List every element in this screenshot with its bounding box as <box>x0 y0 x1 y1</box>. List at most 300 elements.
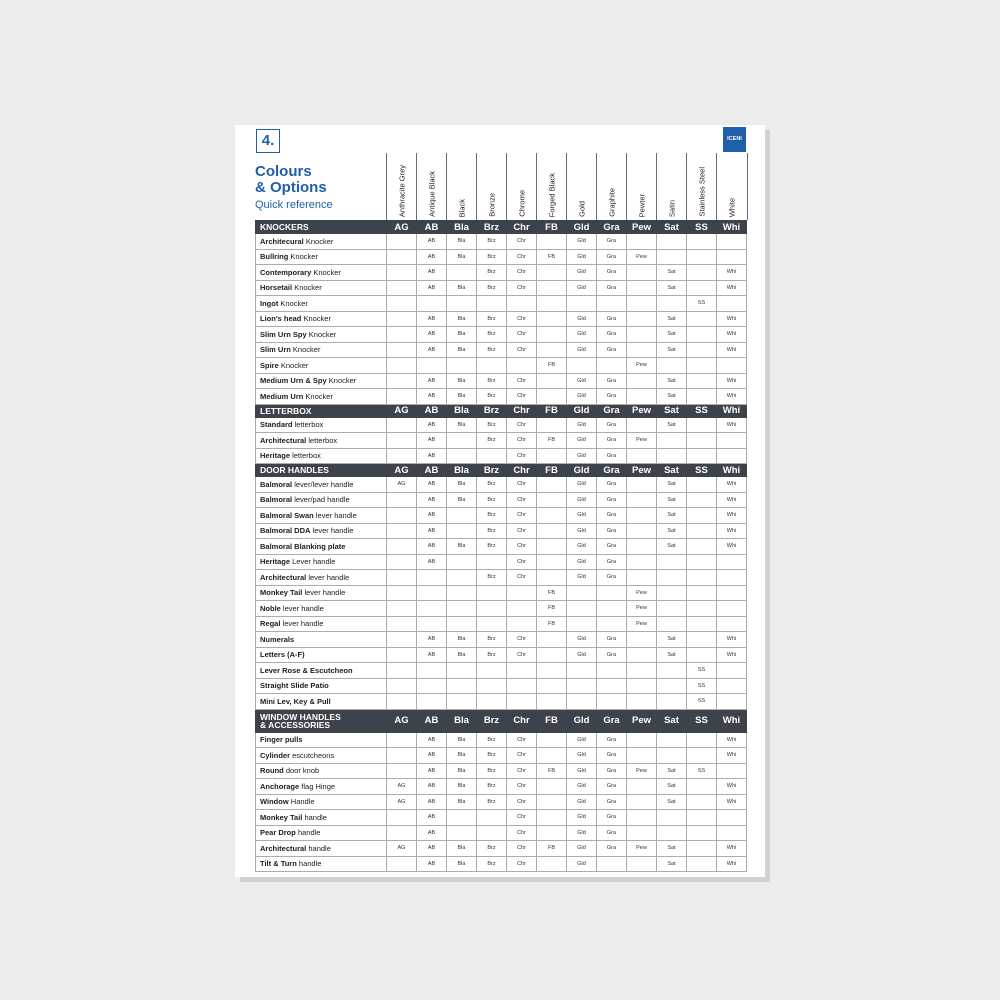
availability-cell-sat <box>657 570 687 586</box>
availability-cell-gra: Gra <box>597 389 627 405</box>
availability-cell-gld: Gld <box>567 856 597 872</box>
availability-cell-sat <box>657 748 687 764</box>
availability-cell-fb <box>537 732 567 748</box>
availability-cell-ab: AB <box>417 794 447 810</box>
section-code-ab: AB <box>417 709 447 732</box>
availability-cell-fb <box>537 825 567 841</box>
availability-cell-ag <box>387 694 417 710</box>
availability-cell-fb <box>537 417 567 433</box>
product-name-bold: Balmoral Blanking plate <box>260 541 346 551</box>
availability-cell-gld <box>567 663 597 679</box>
availability-cell-gld: Gld <box>567 265 597 281</box>
product-row <box>256 492 747 508</box>
availability-cell-bla: Bla <box>447 794 477 810</box>
product-name <box>256 616 387 632</box>
availability-cell-brz: Brz <box>477 570 507 586</box>
availability-cell-brz: Brz <box>477 477 507 493</box>
section-title-text: DOOR HANDLES <box>260 465 329 475</box>
availability-cell-fb <box>537 794 567 810</box>
product-name <box>256 810 387 826</box>
product-name-bold: Finger pulls <box>260 735 303 745</box>
availability-cell-chr: Chr <box>507 448 537 464</box>
product-name-rest: lever handle <box>313 510 357 520</box>
colour-options-table <box>255 220 747 872</box>
availability-cell-whi: Whi <box>717 280 747 296</box>
availability-cell-brz: Brz <box>477 373 507 389</box>
availability-cell-whi: Whi <box>717 342 747 358</box>
product-name <box>256 417 387 433</box>
availability-cell-gra <box>597 694 627 710</box>
availability-cell-gld: Gld <box>567 825 597 841</box>
product-row <box>256 477 747 493</box>
availability-cell-chr: Chr <box>507 492 537 508</box>
availability-cell-fb <box>537 311 567 327</box>
product-name-bold: Straight Slide Patio <box>260 681 329 691</box>
availability-cell-bla: Bla <box>447 632 477 648</box>
availability-cell-sat: Sat <box>657 280 687 296</box>
availability-cell-brz <box>477 616 507 632</box>
availability-cell-gra <box>597 358 627 374</box>
availability-cell-chr: Chr <box>507 327 537 343</box>
availability-cell-whi: Whi <box>717 523 747 539</box>
availability-cell-ag <box>387 554 417 570</box>
availability-cell-brz: Brz <box>477 508 507 524</box>
section-code-ss: SS <box>687 404 717 417</box>
product-name-bold: Pear Drop <box>260 828 296 838</box>
availability-cell-brz: Brz <box>477 841 507 857</box>
availability-cell-sat: Sat <box>657 523 687 539</box>
colour-header-gld <box>566 153 597 220</box>
availability-cell-pew <box>627 492 657 508</box>
brand-logo: ICENI <box>723 127 746 152</box>
availability-cell-brz: Brz <box>477 632 507 648</box>
availability-cell-bla: Bla <box>447 280 477 296</box>
product-name-bold: Architectural <box>260 843 307 853</box>
availability-cell-bla <box>447 570 477 586</box>
availability-cell-gra: Gra <box>597 265 627 281</box>
product-name-bold: Ingot <box>260 298 279 308</box>
availability-cell-chr: Chr <box>507 280 537 296</box>
product-name-bold: Monkey Tail <box>260 812 303 822</box>
availability-cell-sat: Sat <box>657 477 687 493</box>
availability-cell-gra: Gra <box>597 249 627 265</box>
availability-cell-bla <box>447 296 477 312</box>
product-row <box>256 570 747 586</box>
availability-cell-pew: Pew <box>627 358 657 374</box>
product-row <box>256 249 747 265</box>
availability-cell-bla: Bla <box>447 748 477 764</box>
availability-cell-fb <box>537 554 567 570</box>
product-row <box>256 825 747 841</box>
availability-cell-gra: Gra <box>597 732 627 748</box>
availability-cell-chr: Chr <box>507 763 537 779</box>
product-name-rest: Handle <box>288 797 315 807</box>
availability-cell-ag <box>387 825 417 841</box>
availability-cell-whi: Whi <box>717 779 747 795</box>
section-title-text: KNOCKERS <box>260 222 309 232</box>
availability-cell-ab: AB <box>417 779 447 795</box>
availability-cell-ag <box>387 327 417 343</box>
page-number: 4. <box>256 129 280 153</box>
availability-cell-fb <box>537 748 567 764</box>
availability-cell-chr: Chr <box>507 249 537 265</box>
availability-cell-sat: Sat <box>657 632 687 648</box>
availability-cell-ab <box>417 296 447 312</box>
section-title-text: LETTERBOX <box>260 405 312 416</box>
availability-cell-ab: AB <box>417 265 447 281</box>
availability-cell-chr: Chr <box>507 732 537 748</box>
section-code-ag: AG <box>387 404 417 417</box>
availability-cell-gra: Gra <box>597 763 627 779</box>
availability-cell-sat: Sat <box>657 417 687 433</box>
availability-cell-brz <box>477 296 507 312</box>
availability-cell-fb: FB <box>537 358 567 374</box>
availability-cell-ab: AB <box>417 632 447 648</box>
product-row <box>256 296 747 312</box>
availability-cell-bla: Bla <box>447 477 477 493</box>
availability-cell-sat: Sat <box>657 856 687 872</box>
section-code-fb: FB <box>537 404 567 417</box>
section-code-chr: Chr <box>507 221 537 234</box>
availability-cell-bla: Bla <box>447 327 477 343</box>
availability-cell-ss <box>687 570 717 586</box>
product-name-rest: lever/lever handle <box>292 479 354 489</box>
product-name <box>256 342 387 358</box>
availability-cell-ag <box>387 616 417 632</box>
availability-cell-ab <box>417 678 447 694</box>
section-code-whi: Whi <box>717 404 747 417</box>
product-row <box>256 508 747 524</box>
product-name <box>256 508 387 524</box>
availability-cell-pew <box>627 477 657 493</box>
availability-cell-sat: Sat <box>657 841 687 857</box>
product-name <box>256 678 387 694</box>
availability-cell-ab: AB <box>417 448 447 464</box>
availability-cell-ag: AG <box>387 779 417 795</box>
section-title <box>256 709 387 732</box>
availability-cell-fb <box>537 632 567 648</box>
availability-cell-gld: Gld <box>567 539 597 555</box>
availability-cell-fb: FB <box>537 601 567 617</box>
availability-cell-ab: AB <box>417 327 447 343</box>
availability-cell-bla: Bla <box>447 249 477 265</box>
availability-cell-bla: Bla <box>447 311 477 327</box>
availability-cell-ss <box>687 616 717 632</box>
availability-cell-ag <box>387 856 417 872</box>
availability-cell-chr: Chr <box>507 825 537 841</box>
product-row <box>256 523 747 539</box>
availability-cell-pew <box>627 296 657 312</box>
product-row <box>256 732 747 748</box>
availability-cell-ab: AB <box>417 389 447 405</box>
availability-cell-chr <box>507 694 537 710</box>
availability-cell-ss <box>687 647 717 663</box>
availability-cell-gld: Gld <box>567 554 597 570</box>
section-code-fb: FB <box>537 464 567 477</box>
availability-cell-chr: Chr <box>507 342 537 358</box>
product-name-bold: Architecural <box>260 236 304 246</box>
availability-cell-gld <box>567 296 597 312</box>
availability-cell-fb <box>537 265 567 281</box>
colour-header-label: Stainless Steel <box>697 167 707 217</box>
availability-cell-sat: Sat <box>657 389 687 405</box>
availability-cell-sat: Sat <box>657 647 687 663</box>
availability-cell-pew <box>627 417 657 433</box>
availability-cell-gld <box>567 601 597 617</box>
availability-cell-bla <box>447 616 477 632</box>
section-code-whi: Whi <box>717 709 747 732</box>
product-name <box>256 448 387 464</box>
availability-cell-ss <box>687 342 717 358</box>
availability-cell-whi: Whi <box>717 492 747 508</box>
availability-cell-sat: Sat <box>657 327 687 343</box>
product-name <box>256 433 387 449</box>
availability-cell-sat: Sat <box>657 265 687 281</box>
product-row <box>256 311 747 327</box>
availability-cell-pew <box>627 694 657 710</box>
product-name <box>256 296 387 312</box>
availability-cell-ss: SS <box>687 763 717 779</box>
availability-cell-ag <box>387 492 417 508</box>
section-code-sat: Sat <box>657 464 687 477</box>
availability-cell-ag <box>387 249 417 265</box>
availability-cell-whi <box>717 554 747 570</box>
section-header-row <box>256 404 747 417</box>
availability-cell-whi: Whi <box>717 417 747 433</box>
product-name <box>256 601 387 617</box>
availability-cell-bla <box>447 448 477 464</box>
availability-cell-bla <box>447 508 477 524</box>
quick-reference-sheet <box>235 125 765 877</box>
product-name <box>256 358 387 374</box>
availability-cell-sat <box>657 663 687 679</box>
page-subtitle: Quick reference <box>255 199 333 211</box>
availability-cell-gra: Gra <box>597 632 627 648</box>
section-code-chr: Chr <box>507 404 537 417</box>
availability-cell-ag <box>387 585 417 601</box>
availability-cell-chr: Chr <box>507 554 537 570</box>
product-row <box>256 358 747 374</box>
availability-cell-pew <box>627 389 657 405</box>
availability-cell-brz: Brz <box>477 748 507 764</box>
availability-cell-ag <box>387 417 417 433</box>
product-row <box>256 389 747 405</box>
availability-cell-ag <box>387 647 417 663</box>
product-name-bold: Balmoral DDA <box>260 526 311 536</box>
section-code-chr: Chr <box>507 709 537 732</box>
availability-cell-ag <box>387 280 417 296</box>
product-name <box>256 327 387 343</box>
availability-cell-gra: Gra <box>597 433 627 449</box>
availability-cell-whi: Whi <box>717 748 747 764</box>
availability-cell-pew <box>627 234 657 250</box>
availability-cell-ss: SS <box>687 296 717 312</box>
product-name <box>256 570 387 586</box>
colour-header-label: Gold <box>577 201 587 217</box>
availability-cell-ss: SS <box>687 694 717 710</box>
availability-cell-sat <box>657 448 687 464</box>
product-name <box>256 794 387 810</box>
section-code-fb: FB <box>537 221 567 234</box>
section-code-ab: AB <box>417 464 447 477</box>
availability-cell-ab: AB <box>417 554 447 570</box>
availability-cell-bla <box>447 358 477 374</box>
availability-cell-fb <box>537 694 567 710</box>
availability-cell-chr <box>507 358 537 374</box>
availability-cell-ab <box>417 616 447 632</box>
product-name-bold: Lever Rose & Escutcheon <box>260 665 353 675</box>
availability-cell-ss: SS <box>687 663 717 679</box>
product-name <box>256 311 387 327</box>
availability-cell-gra: Gra <box>597 779 627 795</box>
availability-cell-pew <box>627 508 657 524</box>
colour-header-label: White <box>727 197 737 217</box>
product-name-rest: Knocker <box>292 283 322 293</box>
availability-cell-brz: Brz <box>477 433 507 449</box>
availability-cell-ss <box>687 779 717 795</box>
availability-cell-pew <box>627 327 657 343</box>
availability-cell-gra: Gra <box>597 647 627 663</box>
availability-cell-pew <box>627 539 657 555</box>
section-code-chr: Chr <box>507 464 537 477</box>
product-row <box>256 616 747 632</box>
product-row <box>256 748 747 764</box>
availability-cell-fb <box>537 373 567 389</box>
availability-cell-ag <box>387 570 417 586</box>
section-code-gra: Gra <box>597 404 627 417</box>
section-code-bla: Bla <box>447 709 477 732</box>
availability-cell-sat <box>657 249 687 265</box>
colour-header-label: Antique Black <box>427 171 437 217</box>
availability-cell-gra: Gra <box>597 539 627 555</box>
availability-cell-sat: Sat <box>657 794 687 810</box>
availability-cell-ss <box>687 234 717 250</box>
availability-cell-sat: Sat <box>657 311 687 327</box>
product-name-bold: Standard <box>260 420 293 430</box>
availability-cell-chr: Chr <box>507 477 537 493</box>
availability-cell-bla <box>447 523 477 539</box>
availability-cell-brz: Brz <box>477 779 507 795</box>
availability-cell-gld: Gld <box>567 433 597 449</box>
product-name <box>256 373 387 389</box>
product-row <box>256 856 747 872</box>
availability-cell-ab: AB <box>417 477 447 493</box>
availability-cell-ab: AB <box>417 508 447 524</box>
colour-header-ag <box>386 153 417 220</box>
availability-cell-ab <box>417 601 447 617</box>
colour-header-label: Black <box>457 198 467 217</box>
section-code-ag: AG <box>387 221 417 234</box>
availability-cell-gra: Gra <box>597 508 627 524</box>
availability-cell-fb: FB <box>537 585 567 601</box>
section-code-brz: Brz <box>477 464 507 477</box>
availability-cell-chr: Chr <box>507 433 537 449</box>
product-name-bold: Window <box>260 797 289 807</box>
availability-cell-fb: FB <box>537 433 567 449</box>
availability-cell-whi: Whi <box>717 632 747 648</box>
product-row <box>256 585 747 601</box>
product-name-bold: Mini Lev, Key & Pull <box>260 696 331 706</box>
section-code-brz: Brz <box>477 221 507 234</box>
product-name <box>256 663 387 679</box>
availability-cell-brz: Brz <box>477 342 507 358</box>
product-row <box>256 694 747 710</box>
availability-cell-ss <box>687 554 717 570</box>
availability-cell-whi <box>717 694 747 710</box>
availability-cell-ss <box>687 841 717 857</box>
availability-cell-ss <box>687 523 717 539</box>
colour-header-pew <box>626 153 657 220</box>
product-name-rest: letterbox <box>306 435 338 445</box>
availability-cell-whi: Whi <box>717 265 747 281</box>
availability-cell-ss <box>687 825 717 841</box>
availability-cell-ag <box>387 448 417 464</box>
availability-cell-gld: Gld <box>567 779 597 795</box>
availability-cell-bla: Bla <box>447 492 477 508</box>
availability-cell-brz <box>477 448 507 464</box>
availability-cell-ab: AB <box>417 433 447 449</box>
product-name <box>256 265 387 281</box>
availability-cell-ab <box>417 663 447 679</box>
availability-cell-sat <box>657 694 687 710</box>
availability-cell-pew: Pew <box>627 763 657 779</box>
product-name-bold: Cylinder <box>260 750 291 760</box>
availability-cell-ab: AB <box>417 234 447 250</box>
product-row <box>256 433 747 449</box>
product-name-bold: Anchorage <box>260 781 300 791</box>
availability-cell-pew: Pew <box>627 585 657 601</box>
availability-cell-ab: AB <box>417 280 447 296</box>
product-name-bold: Regal <box>260 619 281 629</box>
availability-cell-sat <box>657 585 687 601</box>
availability-cell-ag <box>387 732 417 748</box>
section-code-sat: Sat <box>657 404 687 417</box>
availability-cell-pew <box>627 373 657 389</box>
section-code-ss: SS <box>687 464 717 477</box>
availability-cell-brz <box>477 663 507 679</box>
product-name-rest: lever handle <box>302 588 346 598</box>
availability-cell-chr <box>507 296 537 312</box>
availability-cell-chr: Chr <box>507 632 537 648</box>
colour-header-chr <box>506 153 537 220</box>
section-code-brz: Brz <box>477 404 507 417</box>
section-code-brz: Brz <box>477 709 507 732</box>
availability-cell-fb: FB <box>537 763 567 779</box>
product-name <box>256 523 387 539</box>
availability-cell-ab: AB <box>417 492 447 508</box>
availability-cell-fb <box>537 448 567 464</box>
availability-cell-brz <box>477 678 507 694</box>
product-row <box>256 810 747 826</box>
availability-cell-gld: Gld <box>567 748 597 764</box>
page-title-line-1: Colours <box>255 163 312 180</box>
availability-cell-fb <box>537 327 567 343</box>
product-name-rest: Knocker <box>278 360 309 370</box>
availability-cell-whi: Whi <box>717 856 747 872</box>
availability-cell-ag <box>387 763 417 779</box>
section-code-gld: Gld <box>567 464 597 477</box>
availability-cell-bla <box>447 678 477 694</box>
availability-cell-gra: Gra <box>597 342 627 358</box>
availability-cell-ag <box>387 342 417 358</box>
availability-cell-ss <box>687 585 717 601</box>
colour-header-label: Anthracite Grey <box>397 164 407 217</box>
availability-cell-whi <box>717 585 747 601</box>
availability-cell-pew <box>627 825 657 841</box>
section-code-gld: Gld <box>567 221 597 234</box>
availability-cell-whi <box>717 763 747 779</box>
availability-cell-brz: Brz <box>477 732 507 748</box>
